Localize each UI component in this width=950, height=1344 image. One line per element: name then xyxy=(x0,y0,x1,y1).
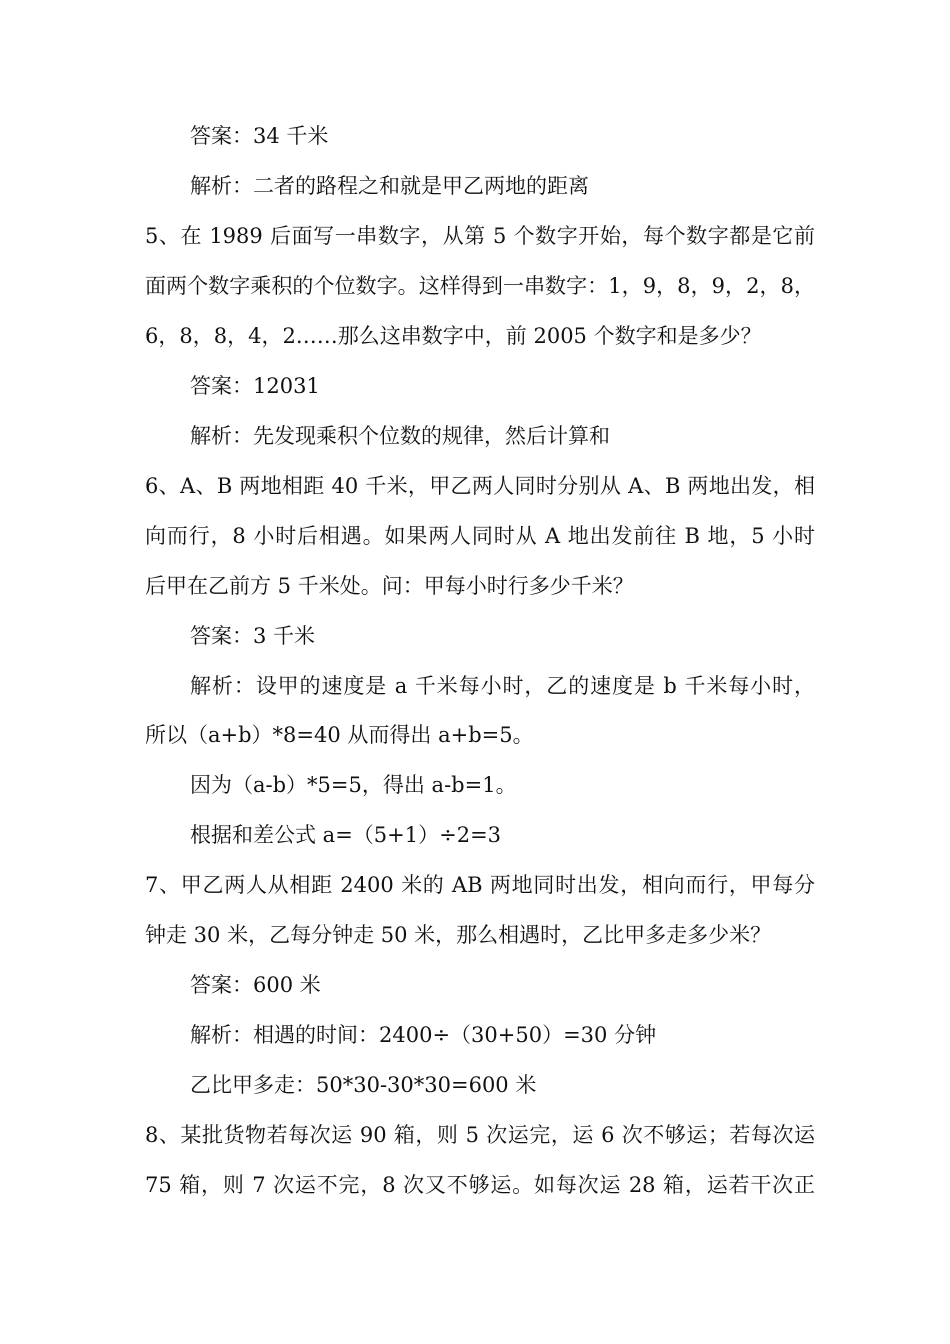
question-5-line-3: 6，8，8，4，2……那么这串数字中，前 2005 个数字和是多少？ xyxy=(145,324,762,348)
analysis-6-line-2: 所以（a+b）*8=40 从而得出 a+b=5。 xyxy=(145,723,534,747)
question-6-line-1: 6、A、B 两地相距 40 千米，甲乙两人同时分别从 A、B 两地出发，相 xyxy=(145,474,815,498)
question-8-line-1: 8、某批货物若每次运 90 箱，则 5 次运完，运 6 次不够运；若每次运 xyxy=(145,1123,815,1147)
question-6-line-2: 向而行，8 小时后相遇。如果两人同时从 A 地出发前往 B 地，5 小时 xyxy=(145,524,815,548)
question-6-line-3: 后甲在乙前方 5 千米处。问：甲每小时行多少千米？ xyxy=(145,574,634,598)
analysis-7-line-2: 乙比甲多走：50*30-30*30=600 米 xyxy=(190,1073,537,1097)
analysis-6-line-3: 因为（a-b）*5=5，得出 a-b=1。 xyxy=(190,773,517,797)
answer-5: 答案：12031 xyxy=(190,374,320,398)
analysis-6-line-1: 解析：设甲的速度是 a 千米每小时，乙的速度是 b 千米每小时， xyxy=(190,674,815,698)
answer-4: 答案：34 千米 xyxy=(190,124,329,148)
question-7-line-2: 钟走 30 米，乙每分钟走 50 米，那么相遇时，乙比甲多走多少米？ xyxy=(145,923,772,947)
question-7-line-1: 7、甲乙两人从相距 2400 米的 AB 两地同时出发，相向而行，甲每分 xyxy=(145,873,815,897)
question-5-line-1: 5、在 1989 后面写一串数字，从第 5 个数字开始，每个数字都是它前 xyxy=(145,224,815,248)
answer-6: 答案：3 千米 xyxy=(190,624,316,648)
analysis-5: 解析：先发现乘积个位数的规律，然后计算和 xyxy=(190,424,610,448)
answer-7: 答案：600 米 xyxy=(190,973,321,997)
question-8-line-2: 75 箱，则 7 次运不完，8 次又不够运。如每次运 28 箱，运若干次正 xyxy=(145,1173,815,1197)
question-5-line-2: 面两个数字乘积的个位数字。这样得到一串数字：1，9，8，9，2，8， xyxy=(145,274,815,298)
analysis-4: 解析：二者的路程之和就是甲乙两地的距离 xyxy=(190,174,589,198)
analysis-7-line-1: 解析：相遇的时间：2400÷（30+50）=30 分钟 xyxy=(190,1023,657,1047)
analysis-6-line-4: 根据和差公式 a=（5+1）÷2=3 xyxy=(190,823,502,847)
